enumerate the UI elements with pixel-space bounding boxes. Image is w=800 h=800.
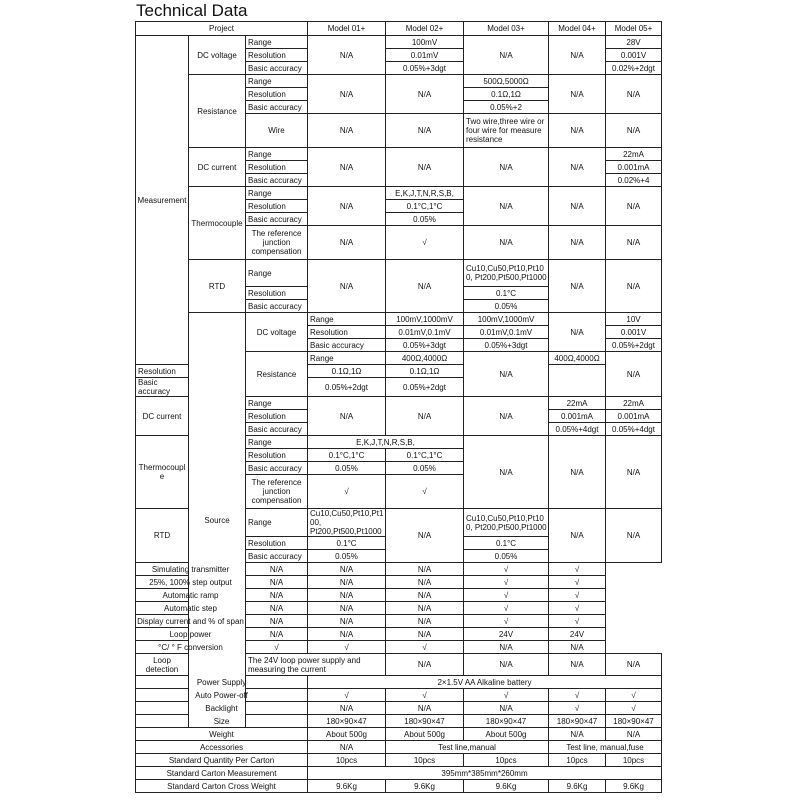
feature-label: Loop power — [136, 628, 246, 641]
sub-label: Basic accuracy — [246, 174, 308, 187]
table-cell: 9.6Kg — [606, 780, 662, 793]
sub-label: The reference junction compensation — [246, 226, 308, 260]
table-cell: N/A — [386, 628, 464, 641]
table-cell: 180×90×47 — [308, 715, 386, 728]
sub-label: Resolution — [246, 449, 308, 462]
table-cell: 0.05%+4dgt — [549, 423, 606, 436]
row-label: Power Supply — [136, 676, 308, 689]
table-cell: N/A — [386, 702, 464, 715]
table-cell: 400Ω,4000Ω — [386, 352, 464, 365]
feature-label: The 24V loop power supply and measuring the current — [246, 654, 386, 676]
table-cell: N/A — [308, 36, 386, 75]
param-label: Thermocouple — [136, 436, 189, 509]
param-label: Thermocouple — [189, 187, 246, 260]
table-cell: 180×90×47 — [464, 715, 549, 728]
table-cell: 0.05%+2 — [464, 101, 549, 114]
table-cell: N/A — [549, 148, 606, 187]
table-cell: √ — [549, 689, 606, 702]
sub-label: Range — [246, 148, 308, 161]
table-cell: N/A — [606, 114, 662, 148]
table-cell: N/A — [606, 187, 662, 226]
table-cell: About 500g — [464, 728, 549, 741]
row-label: Standard Carton Cross Weight — [136, 780, 308, 793]
table-cell: N/A — [464, 187, 549, 226]
row-label: Weight — [136, 728, 308, 741]
sub-label: Range — [246, 509, 308, 537]
param-label: RTD — [136, 509, 189, 563]
table-cell: 0.05% — [464, 550, 549, 563]
row-label: Auto Power-off — [136, 689, 308, 702]
table-cell: N/A — [246, 589, 308, 602]
table-cell: N/A — [308, 576, 386, 589]
table-cell: 0.05%+2dgt — [606, 339, 662, 352]
table-cell: N/A — [308, 226, 386, 260]
table-cell: √ — [549, 589, 606, 602]
table-cell: 10pcs — [464, 754, 549, 767]
table-cell: N/A — [606, 436, 662, 509]
table-cell: N/A — [464, 397, 549, 436]
table-cell: 0.1°C — [464, 287, 549, 300]
table-cell: √ — [464, 563, 549, 576]
table-cell: N/A — [549, 75, 606, 114]
table-cell: 0.01mV,0.1mV — [386, 326, 464, 339]
table-header-row — [136, 22, 662, 36]
sub-label: Range — [246, 397, 308, 410]
table-cell: N/A — [386, 397, 464, 436]
table-cell: 0.05% — [308, 462, 386, 475]
table-cell: 0.01mV — [386, 49, 464, 62]
sub-label: Range — [246, 436, 308, 449]
table-cell: N/A — [549, 654, 606, 676]
table-cell: √ — [308, 689, 386, 702]
sub-label: Range — [308, 352, 386, 365]
table-cell: 0.05% — [386, 213, 464, 226]
sub-label: Resolution — [308, 326, 386, 339]
table-cell: 0.1Ω,1Ω — [308, 365, 386, 378]
table-cell: N/A — [308, 563, 386, 576]
table-cell: 0.001mA — [549, 410, 606, 423]
table-cell: Test line, manual,fuse — [549, 741, 662, 754]
table-cell: √ — [386, 475, 464, 509]
table-cell: N/A — [308, 260, 386, 313]
table-cell: 0.1Ω,1Ω — [464, 88, 549, 101]
table-cell: N/A — [464, 654, 549, 676]
header-cell: Model 03+ — [464, 22, 549, 36]
table-cell: N/A — [606, 75, 662, 114]
table-cell: Cu10,Cu50,Pt10,Pt100, Pt200,Pt500,Pt1000 — [464, 260, 549, 287]
sub-label: Basic accuracy — [246, 300, 308, 313]
table-cell: 0.05% — [308, 550, 386, 563]
technical-data-table — [135, 21, 662, 793]
table-cell: 180×90×47 — [549, 715, 606, 728]
row-label: Standard Carton Measurement — [136, 767, 308, 780]
table-cell: 0.02%+4 — [606, 174, 662, 187]
table-cell: About 500g — [386, 728, 464, 741]
table-cell: N/A — [308, 589, 386, 602]
table-cell: E,K,J,T,N,R,S,B, — [386, 187, 464, 200]
table-cell: 10V — [606, 313, 662, 326]
table-cell: √ — [606, 702, 662, 715]
sub-label: Basic accuracy — [246, 423, 308, 436]
table-cell: About 500g — [308, 728, 386, 741]
table-cell: √ — [549, 615, 606, 628]
table-cell: 100mV,1000mV — [464, 313, 549, 326]
table-cell: N/A — [308, 75, 386, 114]
table-cell: 0.1°C — [308, 537, 386, 550]
table-cell: N/A — [308, 148, 386, 187]
header-cell: Model 01+ — [308, 22, 386, 36]
table-cell: 9.6Kg — [549, 780, 606, 793]
feature-label: Automatic ramp — [136, 589, 246, 602]
table-cell: 10pcs — [308, 754, 386, 767]
table-cell: 0.05%+2dgt — [386, 378, 464, 397]
feature-label: Simulating transmitter — [136, 563, 246, 576]
sub-label: Basic accuracy — [246, 62, 308, 75]
table-cell: N/A — [386, 509, 464, 563]
table-cell: 0.1°C,1°C — [308, 449, 386, 462]
header-cell: Model 04+ — [549, 22, 606, 36]
sub-label: Basic accuracy — [246, 550, 308, 563]
table-cell: 0.01mV,0.1mV — [464, 326, 549, 339]
param-label: RTD — [189, 260, 246, 313]
table-cell: N/A — [549, 114, 606, 148]
table-cell: 9.6Kg — [464, 780, 549, 793]
table-cell: N/A — [464, 36, 549, 75]
param-label: DC current — [189, 148, 246, 187]
sub-label: Wire — [246, 114, 308, 148]
sub-label: Resolution — [246, 88, 308, 101]
table-cell: √ — [386, 226, 464, 260]
table-cell: Two wire,three wire or four wire for measure resistance — [464, 114, 549, 148]
table-cell: 22mA — [549, 397, 606, 410]
sub-label: Range — [246, 75, 308, 88]
table-cell: 9.6Kg — [308, 780, 386, 793]
sub-label: Basic accuracy — [136, 378, 189, 397]
sub-label: Resolution — [246, 287, 308, 300]
sub-label: Resolution — [246, 200, 308, 213]
table-cell: N/A — [606, 352, 662, 397]
table-cell: √ — [308, 475, 386, 509]
feature-label: Automatic step — [136, 602, 246, 615]
table-cell: N/A — [308, 628, 386, 641]
table-cell: N/A — [549, 436, 606, 509]
table-cell: 10pcs — [549, 754, 606, 767]
table-cell: N/A — [549, 187, 606, 226]
table-cell: 2×1.5V AA Alkaline battery — [308, 676, 662, 689]
group-label-source: Source — [189, 313, 246, 728]
table-cell: 0.05% — [464, 300, 549, 313]
table-cell: 24V — [549, 628, 606, 641]
sub-label: Resolution — [246, 410, 308, 423]
table-cell: N/A — [606, 260, 662, 313]
table-cell: N/A — [606, 654, 662, 676]
table-cell: 24V — [464, 628, 549, 641]
table-cell: 180×90×47 — [606, 715, 662, 728]
table-cell: √ — [606, 689, 662, 702]
sub-label: Basic accuracy — [246, 462, 308, 475]
table-cell: N/A — [246, 563, 308, 576]
sub-label: Resolution — [246, 537, 308, 550]
table-cell: N/A — [549, 226, 606, 260]
table-cell: 180×90×47 — [386, 715, 464, 728]
table-cell: 0.001mA — [606, 410, 662, 423]
table-cell: N/A — [549, 36, 606, 75]
table-cell: 400Ω,4000Ω — [549, 352, 606, 365]
table-cell: N/A — [386, 75, 464, 114]
table-cell: 0.05% — [386, 462, 464, 475]
table-cell: N/A — [386, 260, 464, 313]
table-cell: 100mV,1000mV — [386, 313, 464, 326]
table-cell: N/A — [386, 589, 464, 602]
table-cell: N/A — [386, 654, 464, 676]
table-cell: N/A — [386, 148, 464, 187]
table-cell: N/A — [464, 148, 549, 187]
table-cell: N/A — [386, 114, 464, 148]
table-cell: N/A — [606, 509, 662, 563]
table-cell: √ — [549, 602, 606, 615]
sub-label: Basic accuracy — [246, 101, 308, 114]
sub-label: Resolution — [246, 161, 308, 174]
table-cell: N/A — [549, 509, 606, 563]
table-cell: N/A — [464, 352, 549, 397]
table-cell: 10pcs — [606, 754, 662, 767]
table-cell: 0.001V — [606, 326, 662, 339]
table-cell: N/A — [386, 576, 464, 589]
table-cell: E,K,J,T,N,R,S,B, — [308, 436, 464, 449]
table-cell: 0.1°C,1°C — [386, 200, 464, 213]
table-cell: √ — [464, 689, 549, 702]
table-cell: 0.05%+3dgt — [386, 339, 464, 352]
table-cell: √ — [549, 576, 606, 589]
table-cell: N/A — [386, 615, 464, 628]
row-label: Backlight — [136, 702, 308, 715]
table-cell: N/A — [464, 226, 549, 260]
table-cell: N/A — [246, 576, 308, 589]
table-cell: 0.1°C,1°C — [386, 449, 464, 462]
table-cell: 22mA — [606, 148, 662, 161]
sub-label: The reference junction compensation — [246, 475, 308, 509]
sub-label: Resolution — [246, 49, 308, 62]
table-cell: N/A — [464, 641, 549, 654]
table-cell: 0.05%+3dgt — [464, 339, 549, 352]
table-cell: N/A — [308, 602, 386, 615]
table-cell: √ — [308, 641, 386, 654]
row-label: Size — [136, 715, 308, 728]
feature-label: Display current and % of span — [137, 616, 244, 626]
feature-label: 25%, 100% step output — [136, 576, 246, 589]
table-cell: √ — [549, 702, 606, 715]
table-cell: 500Ω,5000Ω — [464, 75, 549, 88]
sub-label: Range — [308, 313, 386, 326]
param-label: Resistance — [246, 352, 308, 397]
row-label: Accessories — [136, 741, 308, 754]
table-cell: N/A — [246, 602, 308, 615]
table-cell: 0.001mA — [606, 161, 662, 174]
table-cell: N/A — [606, 728, 662, 741]
row-label: Standard Quantity Per Carton — [136, 754, 308, 767]
table-cell: N/A — [549, 313, 606, 352]
table-cell: √ — [549, 563, 606, 576]
feature-label: °C/ ° F conversion — [136, 641, 246, 654]
table-cell: √ — [464, 589, 549, 602]
sub-label: Basic accuracy — [308, 339, 386, 352]
table-cell: N/A — [308, 397, 386, 436]
table-cell: N/A — [386, 602, 464, 615]
table-cell: 9.6Kg — [386, 780, 464, 793]
table-cell: 0.1Ω,1Ω — [386, 365, 464, 378]
table-cell: N/A — [308, 702, 386, 715]
param-label: DC voltage — [189, 36, 246, 75]
table-cell: 395mm*385mm*260mm — [308, 767, 662, 780]
table-cell: 28V — [606, 36, 662, 49]
table-cell: √ — [464, 576, 549, 589]
table-cell: 100mV — [386, 36, 464, 49]
table-cell: N/A — [308, 187, 386, 226]
table-cell: √ — [386, 641, 464, 654]
group-label-measurement: Measurement — [136, 36, 189, 365]
table-cell: N/A — [549, 260, 606, 313]
param-label: DC voltage — [246, 313, 308, 352]
sub-label: Range — [246, 36, 308, 49]
group-label-loop: Loop detection — [136, 654, 189, 676]
table-cell: N/A — [246, 628, 308, 641]
table-cell: Test line,manual — [386, 741, 549, 754]
table-cell: N/A — [308, 615, 386, 628]
table-cell: N/A — [386, 563, 464, 576]
page-title: Technical Data — [136, 1, 248, 20]
table-cell: 0.05%+4dgt — [606, 423, 662, 436]
table-cell: √ — [464, 615, 549, 628]
sub-label: Range — [246, 260, 308, 287]
table-cell: N/A — [606, 226, 662, 260]
table-cell: Cu10,Cu50,Pt10,Pt100, Pt200,Pt500,Pt1000 — [464, 509, 549, 537]
header-cell: Model 02+ — [386, 22, 464, 36]
table-cell: √ — [386, 689, 464, 702]
table-cell: N/A — [464, 436, 549, 509]
table-cell: N/A — [308, 741, 386, 754]
table-cell: N/A — [549, 641, 606, 654]
header-cell: Project — [136, 22, 308, 36]
table-cell: 0.001V — [606, 49, 662, 62]
param-label: Resistance — [189, 75, 246, 148]
table-cell: 0.02%+2dgt — [606, 62, 662, 75]
sub-label: Range — [246, 187, 308, 200]
table-cell: 22mA — [606, 397, 662, 410]
table-cell: √ — [246, 641, 308, 654]
table-cell: √ — [464, 602, 549, 615]
table-cell: N/A — [464, 702, 549, 715]
table-cell: 0.05%+2dgt — [308, 378, 386, 397]
sub-label: Basic accuracy — [246, 213, 308, 226]
table-cell: 0.1°C — [464, 537, 549, 550]
param-label: DC current — [136, 397, 189, 436]
table-cell: N/A — [549, 728, 606, 741]
table-cell: Cu10,Cu50,Pt10,Pt100, Pt200,Pt500,Pt1000 — [308, 509, 386, 537]
table-cell: N/A — [246, 615, 308, 628]
header-cell: Model 05+ — [606, 22, 662, 36]
sub-label: Resolution — [136, 365, 189, 378]
table-cell: 0.05%+3dgt — [386, 62, 464, 75]
table-cell: N/A — [308, 114, 386, 148]
table-cell: 10pcs — [386, 754, 464, 767]
